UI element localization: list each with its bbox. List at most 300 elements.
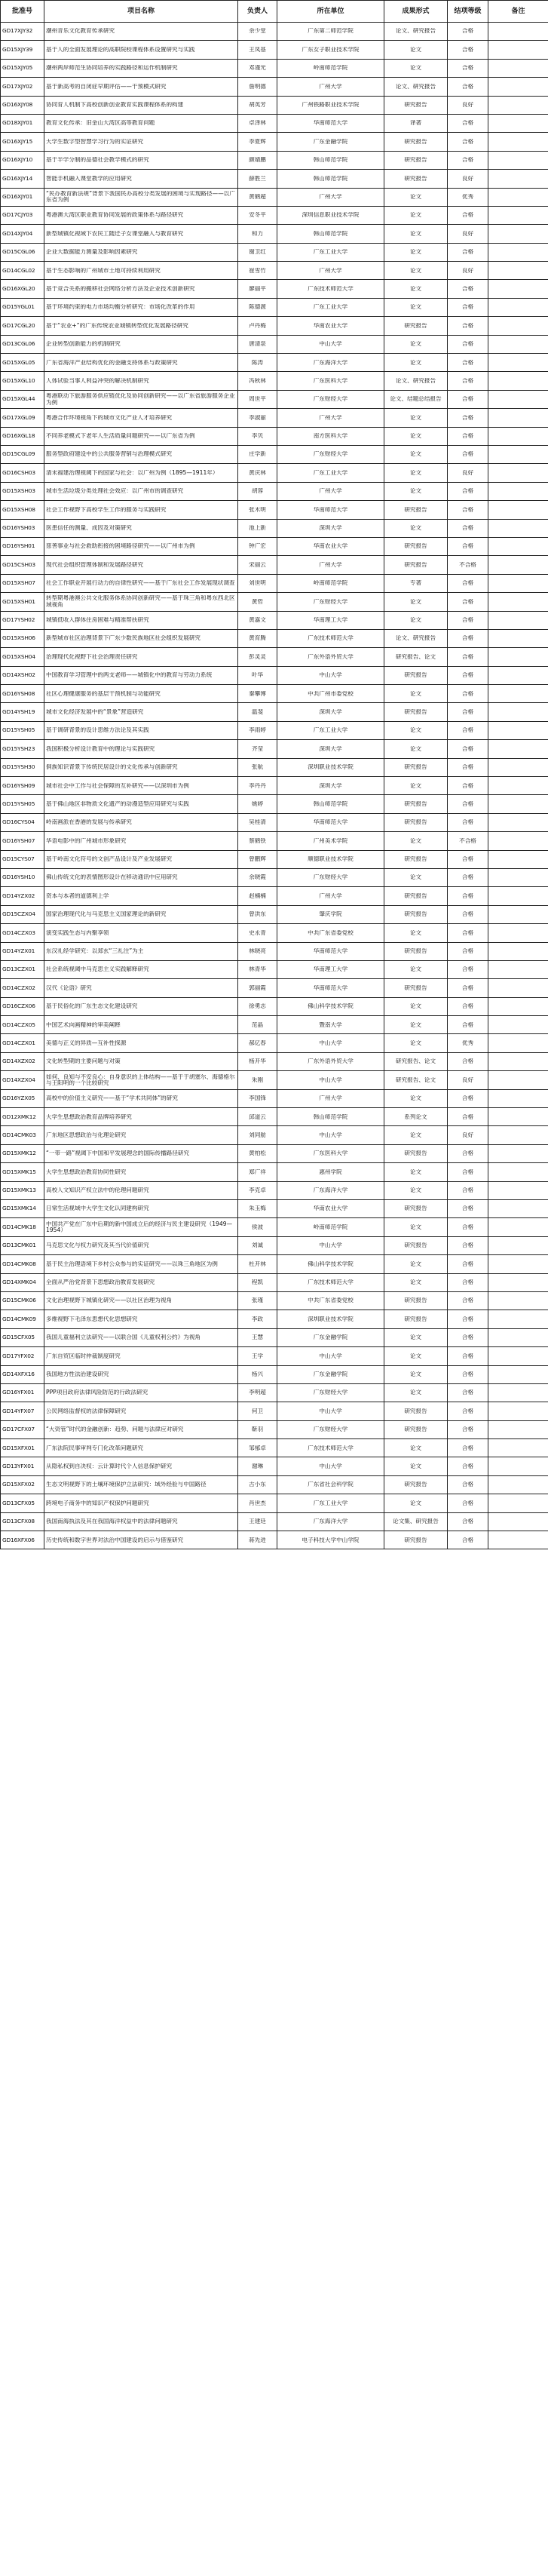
cell-result-form bbox=[384, 997, 448, 1015]
cell-organization bbox=[277, 758, 384, 776]
cell-project-name-text: 基于新高考的自闭症早期评估——干预模式研究 bbox=[46, 83, 167, 90]
cell-organization bbox=[277, 1365, 384, 1383]
cell-approval-number-text: GD17CJY03 bbox=[2, 212, 33, 219]
cell-approval-number bbox=[1, 795, 44, 813]
cell-leader-text: 李克卓 bbox=[249, 1187, 266, 1194]
cell-result-form bbox=[384, 225, 448, 243]
cell-approval-number bbox=[1, 519, 44, 537]
cell-organization-text: 中山大学 bbox=[319, 1463, 342, 1469]
table-row bbox=[1, 1126, 548, 1144]
cell-project-name-text: 新型城市社区治理背景下广东少数民族地区社会组织发展研究 bbox=[46, 635, 201, 642]
cell-remarks bbox=[488, 850, 548, 868]
cell-approval-number-text: GD13CFX05 bbox=[2, 1500, 35, 1506]
cell-project-name bbox=[44, 188, 238, 206]
cell-leader-text: 李夏辉 bbox=[249, 138, 266, 145]
cell-remarks bbox=[488, 427, 548, 445]
cell-project-name bbox=[44, 813, 238, 831]
cell-approval-number bbox=[1, 464, 44, 482]
cell-leader-text: 范晶 bbox=[251, 1021, 264, 1028]
cell-completion-grade bbox=[448, 1457, 488, 1475]
cell-approval-number-text: GD17CFX07 bbox=[2, 1426, 35, 1433]
table-row bbox=[1, 556, 548, 574]
table-row bbox=[1, 795, 548, 813]
cell-result-form-text: 论文 bbox=[409, 1500, 422, 1506]
cell-organization bbox=[277, 1402, 384, 1420]
table-row bbox=[1, 1402, 548, 1420]
cell-result-form-text: 研究报告 bbox=[404, 819, 427, 826]
cell-remarks bbox=[488, 23, 548, 41]
cell-result-form-text: 论文 bbox=[409, 929, 422, 936]
cell-completion-grade-text: 合格 bbox=[461, 249, 474, 256]
cell-organization-text: 中山大学 bbox=[319, 1039, 342, 1046]
cell-leader-text: 黄育腾 bbox=[249, 635, 266, 642]
cell-organization bbox=[277, 795, 384, 813]
cell-result-form-text: 研究报告 bbox=[404, 561, 427, 568]
cell-result-form-text: 研究报告 bbox=[404, 672, 427, 679]
cell-approval-number bbox=[1, 887, 44, 905]
header-project-name: 项目名称 bbox=[44, 1, 238, 23]
cell-project-name bbox=[44, 409, 238, 427]
cell-approval-number bbox=[1, 556, 44, 574]
cell-approval-number bbox=[1, 225, 44, 243]
cell-organization-text: 广东工业大学 bbox=[313, 1500, 348, 1506]
cell-organization bbox=[277, 114, 384, 132]
cell-project-name-text: 基于环境约束的电力市场均衡分析研究：市场化改革的作用 bbox=[46, 304, 195, 311]
cell-organization bbox=[277, 1200, 384, 1218]
cell-project-name bbox=[44, 1310, 238, 1328]
cell-approval-number bbox=[1, 1457, 44, 1475]
table-row bbox=[1, 482, 548, 500]
cell-organization bbox=[277, 243, 384, 261]
cell-result-form-text: 论文 bbox=[409, 616, 422, 623]
cell-leader-text: 曾鹏辉 bbox=[249, 856, 266, 863]
cell-completion-grade-text: 合格 bbox=[461, 616, 474, 623]
cell-completion-grade bbox=[448, 1273, 488, 1291]
cell-result-form bbox=[384, 151, 448, 169]
cell-project-name bbox=[44, 96, 238, 114]
cell-leader-text: 周世平 bbox=[249, 396, 266, 403]
cell-project-name bbox=[44, 1016, 238, 1034]
cell-result-form bbox=[384, 1402, 448, 1420]
cell-result-form-text: 论文 bbox=[409, 1224, 422, 1230]
cell-result-form bbox=[384, 170, 448, 188]
cell-project-name-text: 智能手机融入课堂教学的应用研究 bbox=[46, 175, 132, 182]
cell-approval-number bbox=[1, 979, 44, 997]
cell-approval-number-text: GD14YFX07 bbox=[2, 1408, 35, 1414]
cell-leader bbox=[238, 758, 277, 776]
cell-completion-grade bbox=[448, 556, 488, 574]
cell-leader bbox=[238, 1163, 277, 1181]
cell-organization bbox=[277, 1512, 384, 1531]
cell-organization-text: 深圳大学 bbox=[319, 708, 342, 715]
table-row bbox=[1, 170, 548, 188]
cell-leader bbox=[238, 1512, 277, 1531]
cell-leader bbox=[238, 721, 277, 739]
cell-approval-number bbox=[1, 243, 44, 261]
cell-approval-number-text: GD13CZX01 bbox=[2, 966, 35, 973]
cell-result-form-text: 专著 bbox=[409, 580, 422, 587]
cell-project-name-text: 粤港合作环境视角下的城市文化产业人才培养研究 bbox=[46, 414, 173, 421]
cell-project-name-text: 治理现代化视野下社会治理责任研究 bbox=[46, 653, 138, 660]
cell-project-name-text: 潮州两岸师范生协同培养的实践路径和运作机制研究 bbox=[46, 65, 178, 72]
cell-organization-text: 韩山师范学院 bbox=[313, 1113, 348, 1120]
cell-result-form-text: 论文 bbox=[409, 1260, 422, 1267]
cell-leader-text: 王建廷 bbox=[249, 1518, 266, 1525]
cell-organization-text: 华南理工大学 bbox=[313, 616, 348, 623]
cell-leader bbox=[238, 795, 277, 813]
cell-remarks bbox=[488, 1071, 548, 1089]
cell-remarks bbox=[488, 114, 548, 132]
cell-approval-number-text: GD13CGL06 bbox=[2, 341, 35, 348]
table-row bbox=[1, 1144, 548, 1162]
cell-leader bbox=[238, 151, 277, 169]
cell-approval-number-text: GD15CGL06 bbox=[2, 249, 35, 256]
cell-leader-text: 王学 bbox=[251, 1352, 264, 1359]
cell-completion-grade-text: 合格 bbox=[461, 46, 474, 53]
cell-leader-text: 程凯 bbox=[251, 1279, 264, 1286]
cell-leader bbox=[238, 1071, 277, 1089]
cell-leader bbox=[238, 1273, 277, 1291]
cell-project-name-text: 社会工作职业开展行动力的自律性研究——基于广东社会工作发展现状调查 bbox=[46, 580, 235, 587]
cell-leader bbox=[238, 243, 277, 261]
cell-result-form-text: 论文 bbox=[409, 451, 422, 458]
cell-organization bbox=[277, 1108, 384, 1126]
cell-completion-grade bbox=[448, 170, 488, 188]
cell-completion-grade-text: 合格 bbox=[461, 525, 474, 532]
cell-organization-text: 广州大学 bbox=[319, 561, 342, 568]
cell-approval-number-text: GD17YFX02 bbox=[2, 1352, 35, 1359]
cell-leader-text: 崔雪竹 bbox=[249, 267, 266, 274]
cell-completion-grade bbox=[448, 1365, 488, 1383]
table-row bbox=[1, 758, 548, 776]
cell-organization bbox=[277, 979, 384, 997]
cell-approval-number-text: GD17YSH02 bbox=[2, 616, 35, 623]
cell-project-name-text: 广东省海洋产业结构优化的金融支持体系与政策研究 bbox=[46, 359, 178, 366]
cell-project-name-text: 历史传统和数字世界对法治中国建设的启示与借鉴研究 bbox=[46, 1537, 184, 1543]
cell-remarks bbox=[488, 556, 548, 574]
cell-organization bbox=[277, 280, 384, 298]
cell-organization-text: 韩山师范学院 bbox=[313, 157, 348, 164]
cell-completion-grade bbox=[448, 1328, 488, 1346]
cell-organization-text: 广东女子职业技术学院 bbox=[302, 46, 360, 53]
header-organization: 所在单位 bbox=[277, 1, 384, 23]
cell-organization bbox=[277, 777, 384, 795]
cell-approval-number-text: GD15CFX05 bbox=[2, 1334, 35, 1341]
cell-leader-text: 温斐 bbox=[251, 708, 264, 715]
cell-approval-number bbox=[1, 1420, 44, 1438]
cell-completion-grade-text: 合格 bbox=[461, 1095, 474, 1102]
cell-completion-grade-text: 良好 bbox=[461, 230, 474, 237]
cell-project-name bbox=[44, 1089, 238, 1107]
cell-approval-number bbox=[1, 832, 44, 850]
cell-completion-grade-text: 良好 bbox=[461, 469, 474, 476]
header-leader: 负责人 bbox=[238, 1, 277, 23]
cell-completion-grade bbox=[448, 501, 488, 519]
cell-completion-grade-text: 合格 bbox=[461, 1297, 474, 1304]
cell-leader-text: 杨开华 bbox=[249, 1058, 266, 1065]
cell-approval-number bbox=[1, 868, 44, 886]
cell-approval-number-text: GD16XJY08 bbox=[2, 102, 33, 109]
cell-project-name-text: 美德与正义的异质—互补性探源 bbox=[46, 1039, 127, 1046]
cell-organization bbox=[277, 850, 384, 868]
cell-project-name-text: 中国艺术向画精神的审美阐释 bbox=[46, 1021, 121, 1028]
cell-result-form bbox=[384, 593, 448, 611]
cell-result-form bbox=[384, 574, 448, 592]
table-row bbox=[1, 1071, 548, 1089]
cell-leader bbox=[238, 1255, 277, 1273]
cell-result-form-text: 研究报告 bbox=[404, 856, 427, 863]
header-result-form: 成果形式 bbox=[384, 1, 448, 23]
table-row bbox=[1, 262, 548, 280]
cell-leader bbox=[238, 556, 277, 574]
cell-result-form-text: 论文 bbox=[409, 230, 422, 237]
cell-result-form-text: 论文 bbox=[409, 1352, 422, 1359]
cell-result-form bbox=[384, 795, 448, 813]
cell-result-form bbox=[384, 59, 448, 77]
cell-completion-grade-text: 合格 bbox=[461, 1021, 474, 1028]
cell-approval-number-text: GD14XFX16 bbox=[2, 1371, 35, 1377]
cell-project-name-text: 城市文化经济发展中的“景象”营造研究 bbox=[46, 708, 144, 715]
cell-completion-grade bbox=[448, 832, 488, 850]
cell-completion-grade bbox=[448, 1475, 488, 1494]
cell-project-name-text: 城镇低收入群体住房困难与精准帮扶研究 bbox=[46, 616, 149, 623]
cell-completion-grade bbox=[448, 1052, 488, 1070]
cell-leader bbox=[238, 593, 277, 611]
cell-leader-text: 卓泽林 bbox=[249, 120, 266, 127]
cell-completion-grade bbox=[448, 685, 488, 703]
cell-organization-text: 广东财经大学 bbox=[313, 598, 348, 605]
cell-completion-grade-text: 合格 bbox=[461, 819, 474, 826]
cell-leader bbox=[238, 114, 277, 132]
cell-organization-text: 韩山师范学院 bbox=[313, 175, 348, 182]
table-body bbox=[1, 23, 548, 1549]
cell-completion-grade bbox=[448, 133, 488, 151]
cell-leader bbox=[238, 1089, 277, 1107]
cell-project-name bbox=[44, 482, 238, 500]
cell-approval-number bbox=[1, 721, 44, 739]
cell-approval-number-text: GD14CMK08 bbox=[2, 1260, 36, 1267]
cell-remarks bbox=[488, 1255, 548, 1273]
cell-remarks bbox=[488, 813, 548, 831]
cell-project-name-text: 马克思文化与权力研究及其当代价值研究 bbox=[46, 1242, 149, 1249]
cell-remarks bbox=[488, 1531, 548, 1549]
cell-leader bbox=[238, 372, 277, 390]
cell-leader bbox=[238, 1457, 277, 1475]
cell-approval-number bbox=[1, 666, 44, 684]
cell-approval-number bbox=[1, 924, 44, 942]
cell-remarks bbox=[488, 942, 548, 960]
cell-approval-number-text: GD15XGL05 bbox=[2, 359, 35, 366]
cell-leader bbox=[238, 1531, 277, 1549]
cell-organization-text: 佛山科学技术学院 bbox=[308, 1260, 354, 1267]
cell-leader-text: 和力 bbox=[251, 230, 264, 237]
cell-remarks bbox=[488, 1144, 548, 1162]
cell-result-form bbox=[384, 832, 448, 850]
cell-approval-number bbox=[1, 280, 44, 298]
cell-completion-grade-text: 良好 bbox=[461, 102, 474, 109]
cell-organization bbox=[277, 942, 384, 960]
cell-remarks bbox=[488, 868, 548, 886]
cell-result-form-text: 论文 bbox=[409, 46, 422, 53]
cell-result-form bbox=[384, 1144, 448, 1162]
cell-project-name bbox=[44, 721, 238, 739]
cell-leader-text: 朱刚 bbox=[251, 1076, 264, 1083]
cell-result-form bbox=[384, 354, 448, 372]
cell-organization-text: 深圳职业技术学院 bbox=[308, 764, 354, 771]
cell-completion-grade-text: 合格 bbox=[461, 764, 474, 771]
cell-completion-grade-text: 合格 bbox=[461, 911, 474, 918]
cell-leader bbox=[238, 1494, 277, 1512]
cell-result-form-text: 论文 bbox=[409, 304, 422, 311]
cell-organization-text: 岭南师范学院 bbox=[313, 580, 348, 587]
cell-result-form bbox=[384, 1236, 448, 1254]
cell-approval-number-text: GD15XGL44 bbox=[2, 396, 35, 403]
cell-project-name-text: 城市社会中工作与社会保障的互补研究——以深圳市为例 bbox=[46, 782, 189, 789]
cell-remarks bbox=[488, 997, 548, 1015]
table-row bbox=[1, 1310, 548, 1328]
cell-leader bbox=[238, 225, 277, 243]
cell-organization-text: 广东财经大学 bbox=[313, 1389, 348, 1396]
table-row bbox=[1, 1034, 548, 1052]
cell-organization bbox=[277, 1236, 384, 1254]
cell-project-name-text: 基于生态影响的广州城市土地可持续利用研究 bbox=[46, 267, 161, 274]
cell-leader bbox=[238, 1310, 277, 1328]
cell-result-form-text: 论文 bbox=[409, 1445, 422, 1451]
cell-organization-text: 中共广东省委党校 bbox=[308, 929, 354, 936]
cell-approval-number-text: GD13YFX01 bbox=[2, 1463, 35, 1469]
cell-completion-grade-text: 合格 bbox=[461, 488, 474, 495]
cell-completion-grade-text: 合格 bbox=[461, 451, 474, 458]
cell-result-form-text: 论文 bbox=[409, 874, 422, 881]
cell-approval-number bbox=[1, 96, 44, 114]
cell-remarks bbox=[488, 41, 548, 59]
cell-completion-grade bbox=[448, 482, 488, 500]
cell-leader bbox=[238, 188, 277, 206]
cell-organization-text: 中山大学 bbox=[319, 1352, 342, 1359]
cell-result-form bbox=[384, 648, 448, 666]
cell-completion-grade bbox=[448, 23, 488, 41]
cell-organization bbox=[277, 298, 384, 316]
cell-completion-grade-text: 合格 bbox=[461, 1537, 474, 1543]
cell-project-name bbox=[44, 243, 238, 261]
cell-approval-number bbox=[1, 41, 44, 59]
cell-project-name bbox=[44, 206, 238, 224]
cell-result-form bbox=[384, 537, 448, 555]
table-row bbox=[1, 133, 548, 151]
cell-approval-number bbox=[1, 703, 44, 721]
cell-leader-text: 谢琳 bbox=[251, 1463, 264, 1469]
cell-result-form-text: 论文 bbox=[409, 341, 422, 348]
cell-result-form-text: 论文 bbox=[409, 745, 422, 752]
cell-project-name-text: 企业转型创新能力的机制研究 bbox=[46, 341, 121, 348]
cell-completion-grade-text: 合格 bbox=[461, 1334, 474, 1341]
cell-project-name-text: 全面从严治党背景下思想政治教育发展研究 bbox=[46, 1279, 155, 1286]
cell-completion-grade bbox=[448, 887, 488, 905]
cell-project-name-text: 不同养老模式下老年人生活质量问题研究——以广东省为例 bbox=[46, 433, 195, 440]
cell-project-name bbox=[44, 298, 238, 316]
cell-approval-number-text: GD14XSH02 bbox=[2, 672, 35, 679]
table-row bbox=[1, 1383, 548, 1402]
cell-leader bbox=[238, 41, 277, 59]
cell-completion-grade-text: 合格 bbox=[461, 782, 474, 789]
cell-project-name bbox=[44, 1163, 238, 1181]
cell-result-form-text: 研究报告 bbox=[404, 322, 427, 329]
cell-leader-text: 杜开林 bbox=[249, 1260, 266, 1267]
cell-approval-number bbox=[1, 445, 44, 463]
cell-approval-number bbox=[1, 1512, 44, 1531]
cell-project-name bbox=[44, 1034, 238, 1052]
cell-project-name-text: 文化治理视野下城镇化研究——以社区治理为视角 bbox=[46, 1297, 173, 1304]
cell-organization-text: 广东技术师范大学 bbox=[308, 1279, 354, 1286]
cell-approval-number-text: GD14CMK18 bbox=[2, 1224, 36, 1230]
cell-project-name-text: 清末福建治理视阈下的国家与社会：以广州为例（1895—1911年） bbox=[46, 469, 219, 476]
cell-result-form bbox=[384, 188, 448, 206]
cell-leader-text: 侯波 bbox=[251, 1224, 264, 1230]
cell-completion-grade bbox=[448, 648, 488, 666]
cell-organization-text: 广东金融学院 bbox=[313, 1334, 348, 1341]
cell-project-name-text: 社会系统视阈中马克思主义实践解释研究 bbox=[46, 966, 149, 973]
cell-leader bbox=[238, 1383, 277, 1402]
cell-approval-number-text: GD15YSH30 bbox=[2, 764, 35, 771]
cell-completion-grade-text: 合格 bbox=[461, 727, 474, 734]
cell-result-form-text: 论文 bbox=[409, 488, 422, 495]
cell-completion-grade-text: 合格 bbox=[461, 948, 474, 955]
cell-remarks bbox=[488, 501, 548, 519]
cell-organization bbox=[277, 59, 384, 77]
cell-result-form bbox=[384, 960, 448, 978]
cell-result-form bbox=[384, 629, 448, 647]
cell-organization bbox=[277, 409, 384, 427]
cell-approval-number bbox=[1, 1383, 44, 1402]
cell-result-form bbox=[384, 41, 448, 59]
cell-approval-number bbox=[1, 1052, 44, 1070]
cell-result-form bbox=[384, 1439, 448, 1457]
cell-remarks bbox=[488, 1420, 548, 1438]
cell-result-form-text: 研究报告 bbox=[404, 157, 427, 164]
cell-project-name bbox=[44, 445, 238, 463]
table-row bbox=[1, 1531, 548, 1549]
cell-organization-text: 广州大学 bbox=[319, 414, 342, 421]
cell-completion-grade-text: 合格 bbox=[461, 322, 474, 329]
table-row bbox=[1, 96, 548, 114]
cell-leader bbox=[238, 354, 277, 372]
cell-completion-grade bbox=[448, 1163, 488, 1181]
cell-project-name bbox=[44, 942, 238, 960]
cell-completion-grade bbox=[448, 225, 488, 243]
cell-organization bbox=[277, 574, 384, 592]
cell-result-form bbox=[384, 887, 448, 905]
cell-project-name-text: 新型城镇化视域下农民工随迁子女课堂融入与教育研究 bbox=[46, 230, 184, 237]
cell-result-form-text: 论文 bbox=[409, 1187, 422, 1194]
cell-project-name bbox=[44, 556, 238, 574]
cell-leader bbox=[238, 170, 277, 188]
cell-completion-grade bbox=[448, 151, 488, 169]
cell-completion-grade-text: 合格 bbox=[461, 157, 474, 164]
cell-approval-number-text: GD14CZX02 bbox=[2, 984, 35, 991]
cell-organization-text: 广州大学 bbox=[319, 194, 342, 200]
cell-leader-text: 安冬平 bbox=[249, 212, 266, 219]
cell-completion-grade-text: 合格 bbox=[461, 1150, 474, 1157]
cell-project-name-text: 资本与本者的道德利上学 bbox=[46, 892, 109, 899]
cell-result-form bbox=[384, 1273, 448, 1291]
cell-organization bbox=[277, 78, 384, 96]
cell-approval-number-text: GD16YSH10 bbox=[2, 874, 35, 881]
cell-approval-number-text: GD16YSH08 bbox=[2, 690, 35, 697]
cell-completion-grade bbox=[448, 1071, 488, 1089]
cell-result-form-text: 论文、研究报告 bbox=[395, 28, 436, 35]
cell-result-form bbox=[384, 942, 448, 960]
cell-completion-grade bbox=[448, 924, 488, 942]
